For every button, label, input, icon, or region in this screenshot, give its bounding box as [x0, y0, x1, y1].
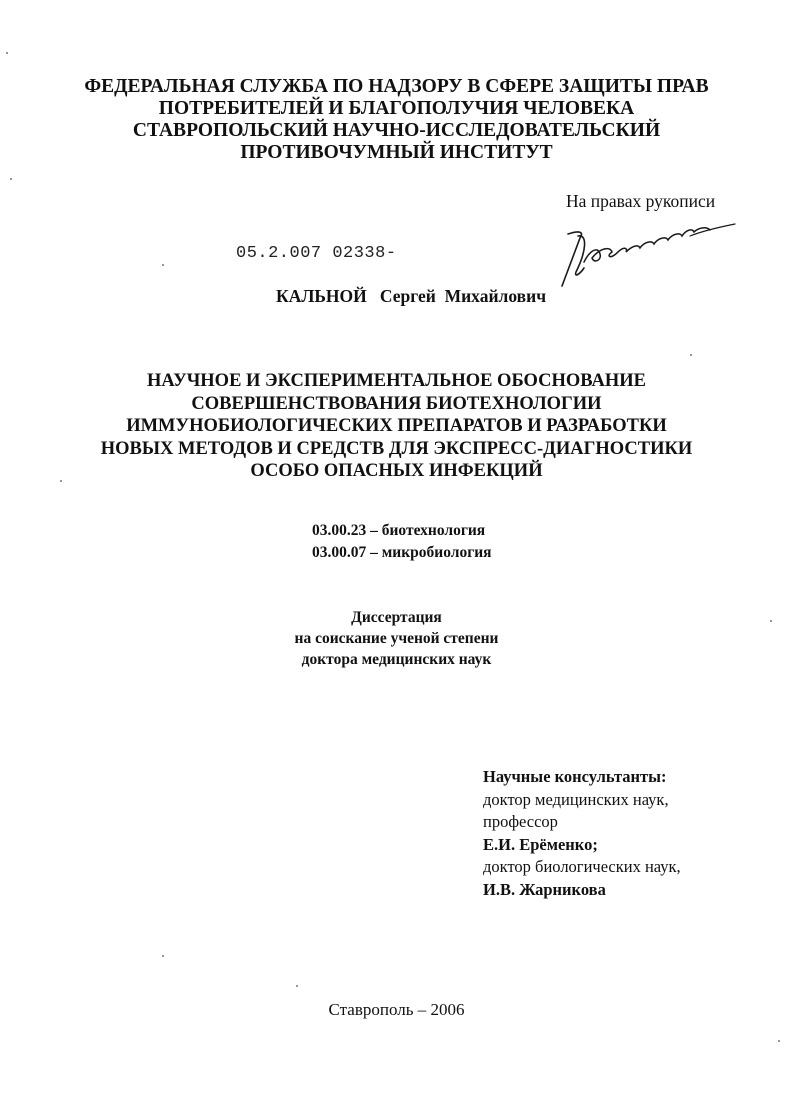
scan-speck: [778, 1040, 780, 1042]
degree-line-3: доктора медицинских наук: [301, 651, 492, 668]
author-surname: КАЛЬНОЙ: [276, 286, 367, 306]
specialty-codes: [312, 520, 492, 564]
title-line-3: ИММУНОБИОЛОГИЧЕСКИХ ПРЕПАРАТОВ И РАЗРАБОТКИ: [126, 416, 667, 436]
signature-image: [540, 212, 740, 292]
specialty-1: 03.00.23 – биотехнология: [312, 522, 486, 539]
degree-statement: [0, 607, 793, 670]
scan-speck: [690, 354, 692, 356]
organization-line-3: СТАВРОПОЛЬСКИЙ НАУЧНО-ИССЛЕДОВАТЕЛЬСКИЙ: [132, 120, 661, 141]
organization-line-1: ФЕДЕРАЛЬНАЯ СЛУЖБА ПО НАДЗОРУ В СФЕРЕ ЗАЩИТЫ ПРАВ: [84, 76, 709, 97]
manuscript-note: На правах рукописи: [566, 191, 716, 211]
degree-line-2: на соискание ученой степени: [294, 630, 499, 647]
title-line-4: НОВЫХ МЕТОДОВ И СРЕДСТВ ДЛЯ ЭКСПРЕСС-ДИАГНОСТИКИ: [100, 438, 693, 459]
specialty-2: 03.00.07 – микробиология: [312, 544, 492, 561]
consultant-1-name: Е.И. Ерёменко;: [483, 834, 598, 854]
organization-line-2: ПОТРЕБИТЕЛЕЙ И БЛАГОПОЛУЧИЯ ЧЕЛОВЕКА: [158, 98, 635, 119]
organization-header: [0, 76, 793, 164]
consultants-heading: Научные консультанты:: [483, 767, 667, 786]
title-line-5: ОСОБО ОПАСНЫХ ИНФЕКЦИЙ: [250, 461, 543, 481]
city-year: Ставрополь – 2006: [328, 1000, 465, 1019]
author-given-names: Сергей Михайлович: [379, 286, 547, 306]
scientific-consultants: [483, 766, 681, 901]
scan-speck: [296, 985, 298, 987]
author-name: [276, 286, 546, 307]
scan-speck: [770, 620, 772, 622]
consultant-1-degree: доктор медицинских наук,: [483, 789, 669, 809]
consultant-2-name: И.В. Жарникова: [483, 879, 606, 899]
degree-line-1: Диссертация: [351, 609, 442, 626]
consultant-1-rank: профессор: [483, 812, 558, 831]
dissertation-title: [0, 370, 793, 483]
registration-stamp: 05.2.007 02338-: [236, 244, 397, 263]
scan-speck: [60, 480, 62, 482]
scan-speck: [6, 52, 8, 54]
title-line-1: НАУЧНОЕ И ЭКСПЕРИМЕНТАЛЬНОЕ ОБОСНОВАНИЕ: [147, 371, 646, 391]
title-line-2: СОВЕРШЕНСТВОВАНИЯ БИОТЕХНОЛОГИИ: [191, 393, 602, 414]
scan-speck: [162, 264, 164, 266]
consultant-2-degree: доктор биологических наук,: [483, 857, 681, 876]
scan-speck: [162, 955, 164, 957]
scan-speck: [10, 178, 12, 180]
organization-line-4: ПРОТИВОЧУМНЫЙ ИНСТИТУТ: [240, 142, 553, 163]
